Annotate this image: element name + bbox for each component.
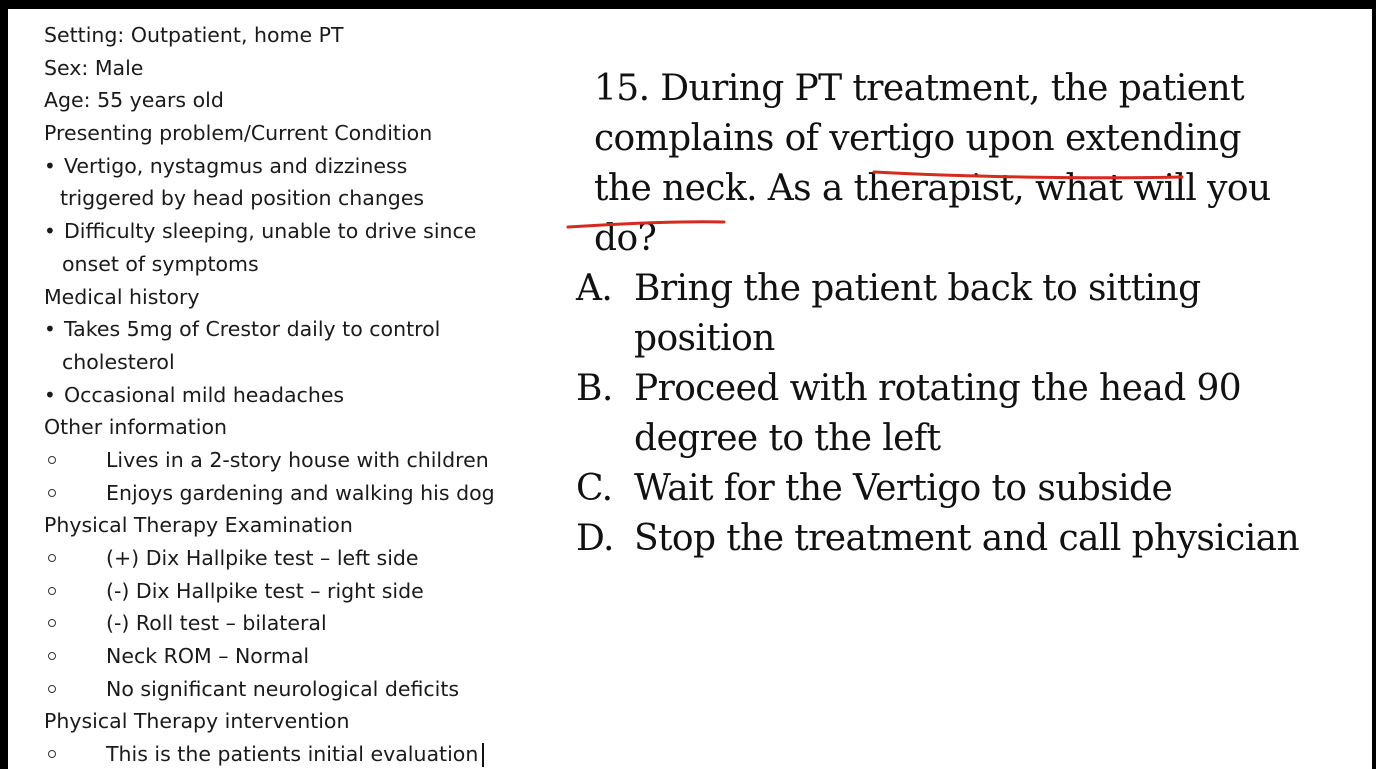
sub-bullet-text	[106, 477, 495, 510]
question-line: 15. During PT treatment, the patient	[594, 68, 1244, 109]
bullet-text: triggered by head position changes	[60, 186, 425, 211]
slide	[8, 9, 1372, 769]
bullet-continuation	[44, 182, 524, 215]
question-line: complains of vertigo upon extending	[594, 118, 1241, 159]
bullet-icon: •	[44, 219, 56, 244]
bullet-text: cholesterol	[62, 349, 175, 374]
case-heading: Medical history	[44, 284, 200, 309]
option-text: Bring the patient back to sitting	[634, 268, 1201, 309]
bullet-text: Takes 5mg of Crestor daily to control	[64, 317, 441, 342]
sub-bullet-label: Neck ROM – Normal	[106, 644, 310, 669]
sub-bullet-item	[44, 477, 524, 510]
bullet-text: Occasional mild headaches	[64, 382, 345, 407]
bullet-text: Difficulty sleeping, unable to drive since	[64, 219, 477, 244]
sub-bullet-text	[106, 542, 419, 575]
bullet-text: Vertigo, nystagmus and dizziness	[64, 153, 408, 178]
sub-bullet-item	[44, 575, 524, 608]
option-a-continued	[568, 314, 1368, 364]
bullet-item	[44, 313, 524, 346]
sub-bullet-label: (+) Dix Hallpike test – left side	[106, 546, 419, 570]
case-heading: Physical Therapy intervention	[44, 709, 350, 734]
option-a	[568, 264, 1368, 314]
sub-bullet-label: (-) Roll test – bilateral	[106, 611, 327, 636]
circle-bullet-icon	[48, 750, 56, 758]
question-line: the neck. As a therapist, what will you	[594, 168, 1271, 209]
option-letter: D.	[576, 518, 614, 559]
sub-bullet-text	[106, 738, 484, 769]
case-heading: Age: 55 years old	[44, 88, 224, 113]
option-text: Wait for the Vertigo to subside	[634, 468, 1173, 509]
bullet-item	[44, 379, 524, 412]
sub-bullet-text	[106, 607, 327, 640]
option-letter: B.	[576, 368, 613, 409]
case-heading: Physical Therapy Examination	[44, 513, 353, 538]
bullet-continuation	[44, 248, 524, 281]
bullet-item	[44, 150, 524, 183]
bullet-icon: •	[44, 317, 56, 342]
option-text: degree to the left	[634, 418, 941, 459]
option-text: Stop the treatment and call physician	[634, 518, 1300, 559]
option-d	[568, 514, 1368, 564]
case-heading: Other information	[44, 415, 228, 440]
bullet-continuation	[44, 346, 524, 379]
case-info-panel	[44, 19, 524, 769]
bullet-icon: •	[44, 153, 56, 178]
sub-bullet-label: Enjoys gardening and walking his dog	[106, 480, 495, 505]
bullet-item	[44, 215, 524, 248]
sub-bullet-text	[106, 640, 309, 673]
bullet-icon: •	[44, 382, 56, 407]
sub-bullet-label: Lives in a 2-story house with children	[106, 447, 489, 472]
sub-bullet-item	[44, 673, 524, 706]
circle-bullet-icon	[48, 652, 56, 660]
circle-bullet-icon	[48, 456, 56, 464]
circle-bullet-icon	[48, 489, 56, 497]
circle-bullet-icon	[48, 619, 56, 627]
sub-bullet-item	[44, 640, 524, 673]
question-text	[568, 64, 1368, 264]
option-text: position	[634, 318, 775, 359]
sub-bullet-text	[106, 444, 489, 477]
answer-options	[568, 264, 1368, 564]
sub-bullet-text	[106, 673, 459, 706]
case-heading: Presenting problem/Current Condition	[44, 121, 433, 146]
question-line: do?	[594, 218, 657, 259]
sub-bullet-label: No significant neurological deficits	[106, 676, 460, 701]
option-c	[568, 464, 1368, 514]
option-b	[568, 364, 1368, 414]
sub-bullet-label: (-) Dix Hallpike test – right side	[106, 578, 424, 603]
case-heading: Setting: Outpatient, home PT	[44, 23, 344, 47]
option-text: Proceed with rotating the head 90	[634, 368, 1242, 409]
option-letter: A.	[576, 268, 613, 309]
bullet-text: onset of symptoms	[62, 251, 259, 276]
circle-bullet-icon	[48, 554, 56, 562]
sub-bullet-item	[44, 607, 524, 640]
option-b-continued	[568, 414, 1368, 464]
case-heading: Sex: Male	[44, 55, 144, 80]
sub-bullet-item	[44, 444, 524, 477]
question-panel	[568, 64, 1368, 564]
sub-bullet-item	[44, 542, 524, 575]
sub-bullet-item	[44, 738, 524, 769]
circle-bullet-icon	[48, 587, 56, 595]
circle-bullet-icon	[48, 685, 56, 693]
option-letter: C.	[576, 468, 613, 509]
sub-bullet-text	[106, 575, 424, 608]
sub-bullet-label: This is the patients initial evaluation	[106, 742, 479, 767]
